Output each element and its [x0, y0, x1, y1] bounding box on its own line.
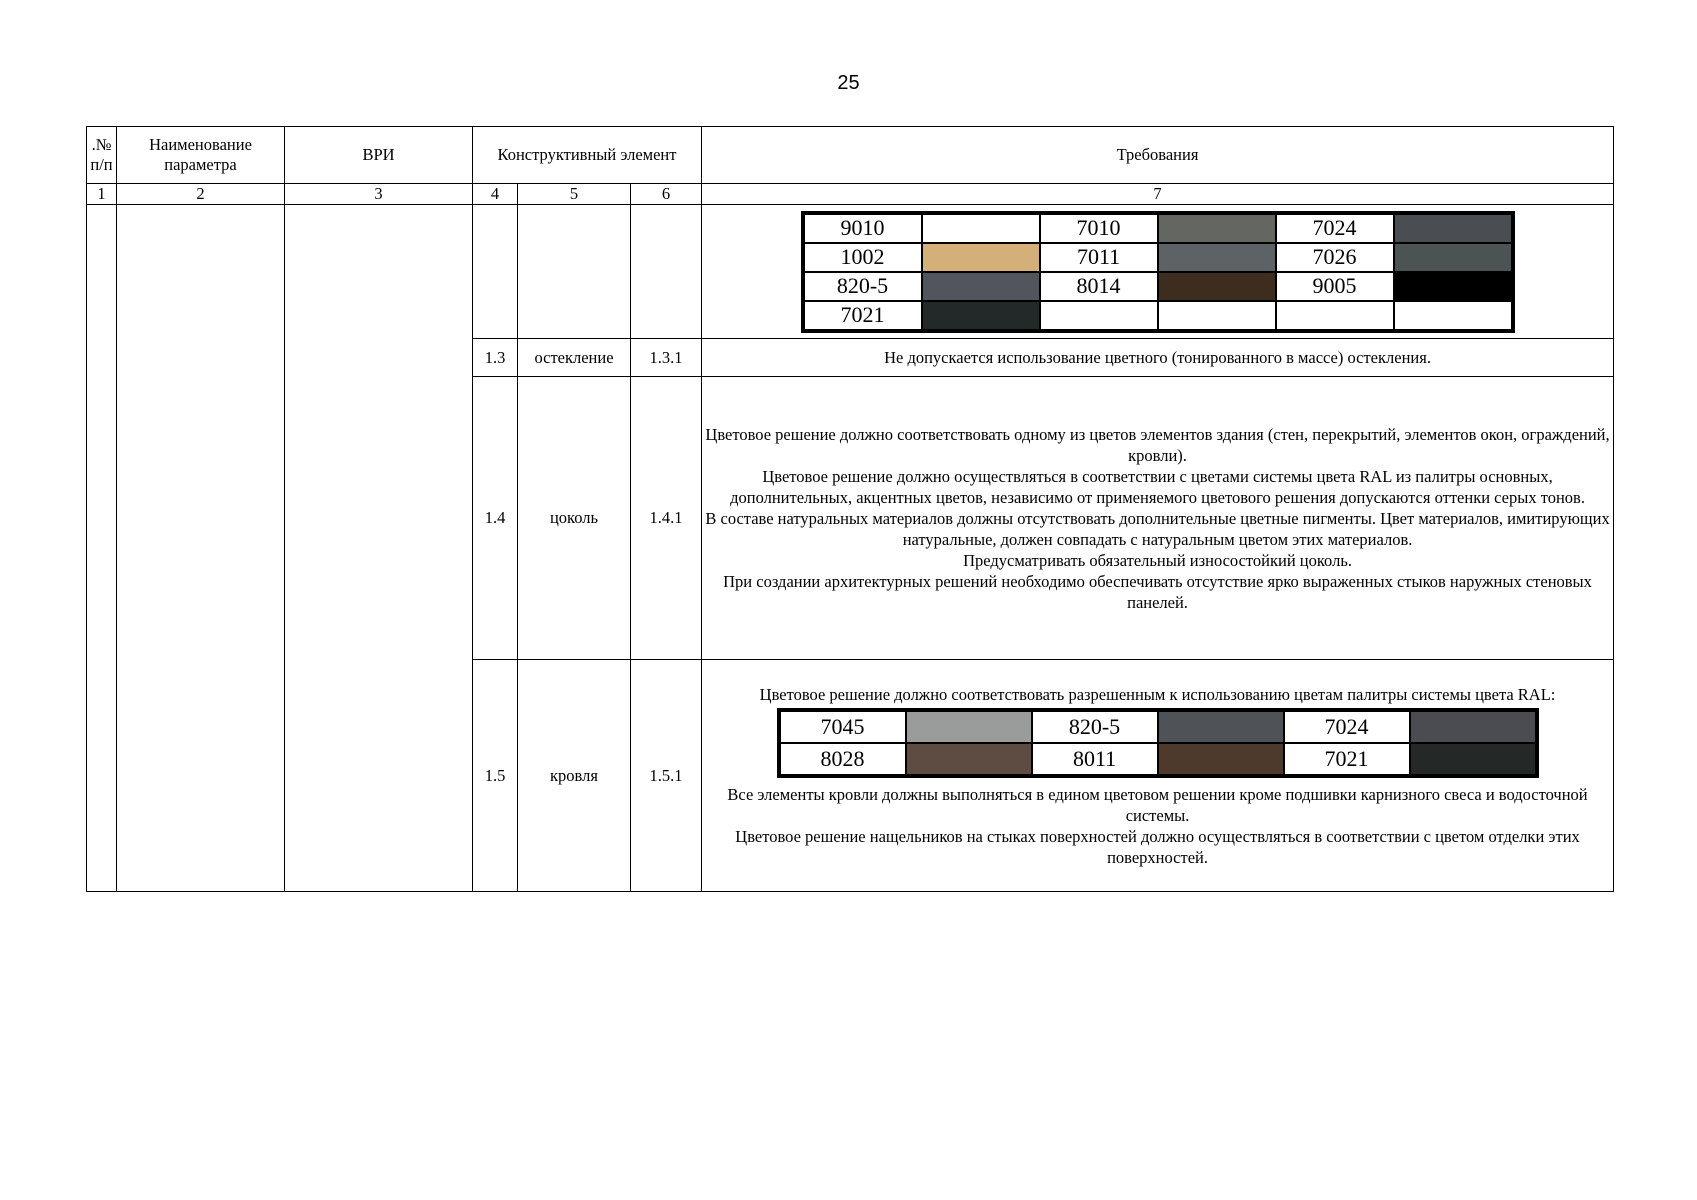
- page-number: 25: [837, 72, 860, 94]
- palette-row: [803, 272, 1513, 301]
- palette-row: [779, 743, 1537, 776]
- cell-element-num: 1.5: [473, 660, 518, 892]
- requirement-paragraph: При создании архитектурных решений необходимо обеспечивать отсутствие ярко выраженных стыков наружных стеновых панелей.: [723, 571, 1592, 612]
- color-swatch: [922, 213, 1040, 243]
- ral-code: 1002: [803, 243, 922, 272]
- cell-element-num: 1.4: [473, 377, 518, 660]
- ral-code: 7021: [1284, 743, 1410, 776]
- ral-code: 7011: [1040, 243, 1158, 272]
- requirement-paragraph: Цветовое решение должно соответствовать разрешенным к использованию цветам палитры системы цвета RAL:: [759, 684, 1556, 704]
- color-swatch: [1158, 243, 1276, 272]
- cell-requirements: [702, 339, 1614, 377]
- color-swatch: [1158, 710, 1284, 743]
- color-swatch: [1410, 743, 1537, 776]
- cell-sub-num: [631, 205, 702, 339]
- ral-code: 8014: [1040, 272, 1158, 301]
- column-number: 6: [631, 184, 702, 205]
- cell-element-name: цоколь: [518, 377, 631, 660]
- cell-num: [87, 205, 117, 892]
- color-swatch: [1410, 710, 1537, 743]
- header-row: [87, 127, 1614, 184]
- ral-palette-roof: [777, 708, 1539, 778]
- ral-code: 7021: [803, 301, 922, 331]
- color-swatch: [922, 272, 1040, 301]
- cell-element-num: 1.3: [473, 339, 518, 377]
- palette-row: [779, 710, 1537, 743]
- color-swatch: [906, 743, 1032, 776]
- palette-row: [803, 243, 1513, 272]
- header-structural-element: Конструктивный элемент: [473, 127, 702, 184]
- ral-palette-facade: [801, 211, 1515, 333]
- cell-requirements: [702, 377, 1614, 660]
- color-swatch: [1394, 213, 1513, 243]
- ral-code: 7010: [1040, 213, 1158, 243]
- cell-vri: [285, 205, 473, 892]
- requirement-paragraph: Все элементы кровли должны выполняться в едином цветовом решении кроме подшивки карнизного свеса и водосточной системы.: [727, 784, 1588, 825]
- ral-code: 820-5: [803, 272, 922, 301]
- header-requirements: Требования: [702, 127, 1614, 184]
- requirement-paragraph: Цветовое решение нащельников на стыках поверхностей должно осуществляться в соответствии с цветом отделки этих поверхностей.: [735, 826, 1580, 867]
- ral-code: [1276, 301, 1394, 331]
- color-swatch: [1158, 301, 1276, 331]
- column-number: 5: [518, 184, 631, 205]
- color-swatch: [922, 243, 1040, 272]
- cell-requirements: [702, 205, 1614, 339]
- palette-row: [803, 213, 1513, 243]
- column-number: 3: [285, 184, 473, 205]
- header-parameter-name: Наименование параметра: [117, 127, 285, 184]
- ral-code: 7024: [1284, 710, 1410, 743]
- ral-code: 9010: [803, 213, 922, 243]
- column-number: 2: [117, 184, 285, 205]
- color-swatch: [1158, 743, 1284, 776]
- palette-row: [803, 301, 1513, 331]
- ral-code: 7045: [779, 710, 906, 743]
- requirement-paragraph: Не допускается использование цветного (тонированного в массе) остекления.: [884, 348, 1431, 367]
- ral-code: 8028: [779, 743, 906, 776]
- column-number: 7: [702, 184, 1614, 205]
- ral-code: 820-5: [1032, 710, 1158, 743]
- column-number: 1: [87, 184, 117, 205]
- cell-parameter-name: [117, 205, 285, 892]
- requirement-paragraph: Предусматривать обязательный износостойкий цоколь.: [963, 550, 1352, 570]
- ral-code: 8011: [1032, 743, 1158, 776]
- ral-code: 7026: [1276, 243, 1394, 272]
- cell-element-name: [518, 205, 631, 339]
- color-swatch: [1394, 272, 1513, 301]
- cell-sub-num: 1.5.1: [631, 660, 702, 892]
- cell-requirements: [702, 660, 1614, 892]
- ral-code: 9005: [1276, 272, 1394, 301]
- cell-sub-num: 1.4.1: [631, 377, 702, 660]
- ral-code: [1040, 301, 1158, 331]
- color-swatch: [922, 301, 1040, 331]
- column-number: 4: [473, 184, 518, 205]
- cell-sub-num: 1.3.1: [631, 339, 702, 377]
- color-swatch: [1394, 243, 1513, 272]
- color-swatch: [1394, 301, 1513, 331]
- cell-element-num: [473, 205, 518, 339]
- color-swatch: [1158, 272, 1276, 301]
- color-swatch: [1158, 213, 1276, 243]
- requirements-table: [86, 126, 1614, 892]
- header-num: .№ п/п: [87, 127, 117, 184]
- cell-element-name: остекление: [518, 339, 631, 377]
- requirement-paragraph: Цветовое решение должно соответствовать одному из цветов элементов здания (стен, перекрытий, элементов окон, ограждений, кровли).: [705, 424, 1610, 465]
- cell-element-name: кровля: [518, 660, 631, 892]
- column-number-row: [87, 184, 1614, 205]
- table-row: [87, 205, 1614, 339]
- color-swatch: [906, 710, 1032, 743]
- requirement-paragraph: В составе натуральных материалов должны отсутствовать дополнительные цветные пигменты. Цвет материалов, имитирующих натуральные, должен совпадать с натуральным цветом этих материалов.: [705, 508, 1610, 549]
- header-vri: ВРИ: [285, 127, 473, 184]
- requirement-paragraph: Цветовое решение должно осуществляться в соответствии с цветами системы цвета RAL из палитры основных, дополнительных, акцентных цветов, независимо от применяемого цветового решения допускаются оттенки серых тонов.: [730, 466, 1585, 507]
- ral-code: 7024: [1276, 213, 1394, 243]
